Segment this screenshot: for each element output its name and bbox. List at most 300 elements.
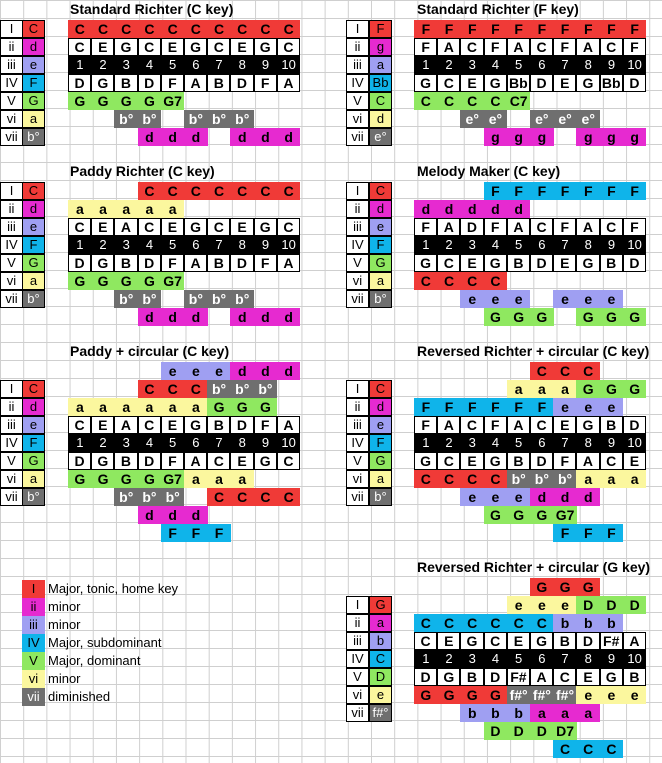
note-cell: C xyxy=(184,182,208,200)
note-cell: G xyxy=(460,686,484,704)
key-chord-label: F xyxy=(22,74,45,92)
note-cell: a xyxy=(207,470,231,488)
reed-note-cell: C xyxy=(600,452,623,470)
reed-note-cell: A xyxy=(114,416,137,434)
reed-note-cell: C xyxy=(277,218,300,236)
note-cell: e xyxy=(460,290,484,308)
note-cell: F xyxy=(530,182,554,200)
note-cell: F xyxy=(553,182,577,200)
note-cell: F xyxy=(553,524,577,542)
note-cell: D xyxy=(600,596,624,614)
roman-numeral: V xyxy=(0,254,23,272)
reed-note-cell: G xyxy=(184,416,207,434)
reed-note-cell: G xyxy=(600,668,623,686)
key-chord-label: F xyxy=(22,236,45,254)
reed-note-cell: A xyxy=(277,416,300,434)
hole-number-cell: 2 xyxy=(437,56,461,74)
note-cell: b° xyxy=(114,488,138,506)
roman-numeral: vi xyxy=(0,272,23,290)
legend-description: Major, dominant xyxy=(48,653,141,668)
note-cell: g xyxy=(576,128,600,146)
note-cell: C xyxy=(414,92,438,110)
note-cell: C xyxy=(553,362,577,380)
reed-note-cell: A xyxy=(576,452,599,470)
note-cell: C xyxy=(553,740,577,758)
reed-note-cell: C xyxy=(277,38,300,56)
note-cell: e xyxy=(507,488,531,506)
reed-note-cell: A xyxy=(507,38,530,56)
note-cell: C xyxy=(207,488,231,506)
note-cell: G xyxy=(254,398,278,416)
reed-note-cell: C xyxy=(277,452,300,470)
reed-note-cell: E xyxy=(460,254,483,272)
reed-note-cell: Bb xyxy=(507,74,530,92)
roman-numeral: IV xyxy=(0,236,23,254)
roman-numeral: IV xyxy=(346,650,369,668)
note-cell: C xyxy=(460,614,484,632)
note-cell: a xyxy=(184,470,208,488)
note-cell: a xyxy=(530,380,554,398)
legend-swatch: ii xyxy=(22,598,45,616)
note-cell: G xyxy=(530,578,554,596)
note-cell: F xyxy=(600,182,624,200)
note-cell: G7 xyxy=(161,92,185,110)
note-cell: D xyxy=(576,596,600,614)
roman-numeral: vii xyxy=(346,128,369,146)
note-cell: F xyxy=(414,398,438,416)
reed-note-cell: B xyxy=(207,254,230,272)
key-chord-label: g xyxy=(369,38,392,56)
reed-note-cell: F xyxy=(623,38,646,56)
hole-number-cell: 5 xyxy=(507,236,531,254)
legend-swatch: vii xyxy=(22,688,45,706)
hole-number-cell: 3 xyxy=(460,434,484,452)
note-cell: a xyxy=(576,704,600,722)
reed-note-cell: F xyxy=(254,254,277,272)
note-cell: d xyxy=(184,506,208,524)
note-cell: d xyxy=(230,128,254,146)
hole-number-cell: 7 xyxy=(207,434,231,452)
note-cell: d xyxy=(184,128,208,146)
panel-title: Standard Richter (F key) xyxy=(417,1,579,17)
note-cell: F xyxy=(207,524,231,542)
reed-note-cell: Bb xyxy=(600,74,623,92)
reed-note-cell: C xyxy=(530,218,553,236)
note-cell: d xyxy=(277,308,301,326)
reed-note-cell: C xyxy=(600,38,623,56)
hole-number-cell: 9 xyxy=(254,56,278,74)
hole-number-cell: 5 xyxy=(161,434,185,452)
note-cell: d xyxy=(507,200,531,218)
reed-note-cell: D xyxy=(414,668,437,686)
note-cell: F xyxy=(507,398,531,416)
hole-number-cell: 6 xyxy=(184,434,208,452)
note-cell: d xyxy=(138,506,162,524)
reed-note-cell: B xyxy=(600,254,623,272)
note-cell: C xyxy=(277,20,301,38)
hole-number-cell: 8 xyxy=(576,236,600,254)
note-cell: b° xyxy=(207,290,231,308)
reed-note-cell: F# xyxy=(507,668,530,686)
reed-note-cell: D xyxy=(68,452,91,470)
reed-note-cell: C xyxy=(530,38,553,56)
note-cell: C xyxy=(277,182,301,200)
hole-number-cell: 8 xyxy=(576,434,600,452)
hole-number-cell: 2 xyxy=(91,56,115,74)
key-chord-label: C xyxy=(22,380,45,398)
note-cell: C xyxy=(576,740,600,758)
roman-numeral: vi xyxy=(346,470,369,488)
note-cell: G xyxy=(114,470,138,488)
hole-number-cell: 8 xyxy=(230,236,254,254)
note-cell: C xyxy=(460,470,484,488)
note-cell: G xyxy=(484,308,508,326)
note-cell: F xyxy=(623,20,647,38)
note-cell: C xyxy=(530,614,554,632)
note-cell: g xyxy=(507,128,531,146)
hole-number-cell: 8 xyxy=(230,56,254,74)
reed-note-cell: C xyxy=(207,38,230,56)
note-cell: b° xyxy=(138,110,162,128)
note-cell: e xyxy=(576,290,600,308)
reed-note-cell: G xyxy=(414,254,437,272)
note-cell: d xyxy=(277,128,301,146)
reed-note-cell: A xyxy=(530,668,553,686)
note-cell: C xyxy=(484,470,508,488)
hole-number-cell: 8 xyxy=(576,56,600,74)
panel-title: Reversed Richter + circular (C key) xyxy=(417,343,650,359)
note-cell: b° xyxy=(161,488,185,506)
note-cell: e xyxy=(507,596,531,614)
roman-numeral: vii xyxy=(346,290,369,308)
reed-note-cell: C xyxy=(138,416,161,434)
reed-note-cell: E xyxy=(507,632,530,650)
reed-note-cell: E xyxy=(230,38,253,56)
reed-note-cell: B xyxy=(207,416,230,434)
note-cell: b° xyxy=(138,290,162,308)
roman-numeral: ii xyxy=(346,200,369,218)
key-chord-label: C xyxy=(369,92,392,110)
key-chord-label: C xyxy=(369,380,392,398)
note-cell: b° xyxy=(507,470,531,488)
note-cell: G xyxy=(484,686,508,704)
note-cell: e xyxy=(553,290,577,308)
hole-number-cell: 9 xyxy=(600,236,624,254)
roman-numeral: I xyxy=(0,20,23,38)
hole-number-cell: 10 xyxy=(277,56,301,74)
reed-note-cell: F xyxy=(484,38,507,56)
reed-note-cell: C xyxy=(600,218,623,236)
hole-number-cell: 1 xyxy=(68,434,92,452)
note-cell: G xyxy=(623,308,647,326)
note-cell: G xyxy=(138,92,162,110)
hole-number-cell: 4 xyxy=(484,434,508,452)
reed-note-cell: F xyxy=(484,416,507,434)
reed-note-cell: F xyxy=(553,218,576,236)
note-cell: G xyxy=(530,308,554,326)
note-cell: F xyxy=(576,524,600,542)
reed-note-cell: F xyxy=(623,218,646,236)
note-cell: G xyxy=(484,506,508,524)
note-cell: C xyxy=(484,272,508,290)
note-cell: C xyxy=(68,20,92,38)
reed-note-cell: D xyxy=(530,254,553,272)
reed-note-cell: F xyxy=(161,254,184,272)
note-cell: b° xyxy=(114,110,138,128)
note-cell: C xyxy=(207,182,231,200)
reed-note-cell: C xyxy=(437,254,460,272)
reed-note-cell: B xyxy=(507,254,530,272)
reed-note-cell: A xyxy=(184,74,207,92)
note-cell: G xyxy=(530,506,554,524)
panel-title: Paddy Richter (C key) xyxy=(70,163,215,179)
note-cell: a xyxy=(138,200,162,218)
reed-note-cell: E xyxy=(91,218,114,236)
roman-numeral: V xyxy=(346,452,369,470)
note-cell: F xyxy=(161,524,185,542)
roman-numeral: IV xyxy=(346,236,369,254)
note-cell: a xyxy=(91,200,115,218)
reed-note-cell: A xyxy=(437,38,460,56)
reed-note-cell: B xyxy=(114,254,137,272)
note-cell: G xyxy=(207,398,231,416)
reed-note-cell: G xyxy=(437,668,460,686)
roman-numeral: ii xyxy=(346,398,369,416)
hole-number-cell: 4 xyxy=(138,56,162,74)
key-chord-label: a xyxy=(369,614,392,632)
reed-note-cell: A xyxy=(507,416,530,434)
note-cell: d xyxy=(161,128,185,146)
note-cell: G xyxy=(576,578,600,596)
roman-numeral: iii xyxy=(0,56,23,74)
hole-number-cell: 9 xyxy=(254,236,278,254)
reed-note-cell: E xyxy=(576,668,599,686)
reed-note-cell: B xyxy=(553,632,576,650)
roman-numeral: I xyxy=(346,20,369,38)
hole-number-cell: 7 xyxy=(553,650,577,668)
reed-note-cell: D xyxy=(623,74,646,92)
reed-note-cell: G xyxy=(414,452,437,470)
roman-numeral: I xyxy=(0,380,23,398)
reed-note-cell: B xyxy=(600,416,623,434)
reed-note-cell: E xyxy=(161,218,184,236)
reed-note-cell: D xyxy=(138,452,161,470)
hole-number-cell: 9 xyxy=(254,434,278,452)
note-cell: b xyxy=(600,614,624,632)
note-cell: F xyxy=(484,398,508,416)
roman-numeral: V xyxy=(346,668,369,686)
reed-note-cell: E xyxy=(230,218,253,236)
note-cell: a xyxy=(507,380,531,398)
hole-number-cell: 10 xyxy=(623,56,647,74)
note-cell: e xyxy=(600,686,624,704)
key-chord-label: G xyxy=(22,452,45,470)
hole-number-cell: 9 xyxy=(600,650,624,668)
note-cell: G7 xyxy=(553,506,577,524)
key-chord-label: a xyxy=(22,110,45,128)
note-cell: G xyxy=(68,470,92,488)
note-cell: C xyxy=(184,20,208,38)
key-chord-label: C xyxy=(22,20,45,38)
note-cell: C xyxy=(600,740,624,758)
note-cell: C xyxy=(507,614,531,632)
note-cell: D xyxy=(507,722,531,740)
note-cell: C xyxy=(277,488,301,506)
legend-description: diminished xyxy=(48,689,111,704)
note-cell: b° xyxy=(254,380,278,398)
reed-note-cell: G xyxy=(484,254,507,272)
note-cell: C xyxy=(138,182,162,200)
reed-note-cell: C xyxy=(460,38,483,56)
legend-description: Major, tonic, home key xyxy=(48,581,179,596)
note-cell: b° xyxy=(184,110,208,128)
key-chord-label: F xyxy=(369,434,392,452)
reed-note-cell: G xyxy=(530,632,553,650)
key-chord-label: a xyxy=(369,470,392,488)
hole-number-cell: 3 xyxy=(114,56,138,74)
hole-number-cell: 10 xyxy=(277,236,301,254)
note-cell: D xyxy=(484,722,508,740)
note-cell: f#° xyxy=(530,686,554,704)
reed-note-cell: E xyxy=(623,452,646,470)
reed-note-cell: E xyxy=(230,452,253,470)
hole-number-cell: 5 xyxy=(507,434,531,452)
note-cell: F xyxy=(600,524,624,542)
note-cell: F xyxy=(484,20,508,38)
note-cell: D xyxy=(530,722,554,740)
note-cell: d xyxy=(230,308,254,326)
hole-number-cell: 3 xyxy=(114,236,138,254)
reed-note-cell: E xyxy=(91,416,114,434)
note-cell: C xyxy=(138,20,162,38)
note-cell: d xyxy=(576,488,600,506)
note-cell: a xyxy=(600,470,624,488)
note-cell: G7 xyxy=(161,272,185,290)
hole-number-cell: 6 xyxy=(530,236,554,254)
hole-number-cell: 1 xyxy=(68,56,92,74)
key-chord-label: C xyxy=(22,182,45,200)
note-cell: F xyxy=(484,182,508,200)
note-cell: b° xyxy=(230,380,254,398)
note-cell: b xyxy=(507,704,531,722)
note-cell: G xyxy=(414,686,438,704)
legend-description: Major, subdominant xyxy=(48,635,162,650)
roman-numeral: ii xyxy=(346,614,369,632)
hole-number-cell: 5 xyxy=(507,650,531,668)
note-cell: G xyxy=(507,308,531,326)
roman-numeral: vii xyxy=(346,704,369,722)
panel-title: Melody Maker (C key) xyxy=(417,163,561,179)
legend-description: minor xyxy=(48,617,81,632)
reed-note-cell: C xyxy=(460,416,483,434)
reed-note-cell: D xyxy=(230,74,253,92)
note-cell: e xyxy=(161,362,185,380)
note-cell: C xyxy=(414,470,438,488)
legend-swatch: iii xyxy=(22,616,45,634)
note-cell: b xyxy=(576,614,600,632)
hole-number-cell: 6 xyxy=(184,236,208,254)
note-cell: e xyxy=(530,596,554,614)
note-cell: F xyxy=(553,20,577,38)
note-cell: F xyxy=(530,20,554,38)
key-chord-label: d xyxy=(369,398,392,416)
roman-numeral: V xyxy=(0,92,23,110)
key-chord-label: d xyxy=(22,38,45,56)
note-cell: a xyxy=(91,398,115,416)
reed-note-cell: F xyxy=(161,74,184,92)
reed-note-cell: F xyxy=(484,218,507,236)
roman-numeral: iii xyxy=(346,218,369,236)
note-cell: d xyxy=(138,308,162,326)
reed-note-cell: D xyxy=(68,74,91,92)
note-cell: C xyxy=(460,92,484,110)
note-cell: G xyxy=(600,380,624,398)
legend-description: minor xyxy=(48,599,81,614)
key-chord-label: b° xyxy=(22,290,45,308)
hole-number-cell: 4 xyxy=(484,650,508,668)
hole-number-cell: 10 xyxy=(277,434,301,452)
note-cell: d xyxy=(437,200,461,218)
key-chord-label: Bb xyxy=(369,74,392,92)
note-cell: G xyxy=(91,470,115,488)
reed-note-cell: B xyxy=(114,74,137,92)
reed-note-cell: G xyxy=(460,632,483,650)
key-chord-label: a xyxy=(22,272,45,290)
hole-number-cell: 2 xyxy=(437,434,461,452)
key-chord-label: e xyxy=(369,686,392,704)
hole-number-cell: 1 xyxy=(414,56,438,74)
note-cell: a xyxy=(184,398,208,416)
note-cell: e xyxy=(600,398,624,416)
note-cell: g xyxy=(600,128,624,146)
reed-note-cell: A xyxy=(184,254,207,272)
note-cell: a xyxy=(114,398,138,416)
note-cell: a xyxy=(114,200,138,218)
hole-number-cell: 10 xyxy=(623,434,647,452)
note-cell: C xyxy=(114,20,138,38)
legend-swatch: I xyxy=(22,580,45,598)
reed-note-cell: D xyxy=(138,74,161,92)
reed-note-cell: D xyxy=(68,254,91,272)
reed-note-cell: A xyxy=(277,74,300,92)
note-cell: a xyxy=(553,704,577,722)
note-cell: C xyxy=(460,272,484,290)
note-cell: e° xyxy=(484,110,508,128)
key-chord-label: C xyxy=(369,650,392,668)
note-cell: b° xyxy=(230,290,254,308)
key-chord-label: G xyxy=(369,254,392,272)
reed-note-cell: C xyxy=(68,218,91,236)
roman-numeral: IV xyxy=(0,434,23,452)
reed-note-cell: G xyxy=(114,38,137,56)
key-chord-label: a xyxy=(22,470,45,488)
reed-note-cell: E xyxy=(460,74,483,92)
note-cell: C xyxy=(437,614,461,632)
key-chord-label: b° xyxy=(369,290,392,308)
note-cell: a xyxy=(553,380,577,398)
note-cell: C xyxy=(230,20,254,38)
note-cell: G xyxy=(138,470,162,488)
note-cell: F xyxy=(530,398,554,416)
reed-note-cell: F# xyxy=(600,632,623,650)
note-cell: G xyxy=(553,578,577,596)
roman-numeral: V xyxy=(346,254,369,272)
hole-number-cell: 6 xyxy=(530,56,554,74)
roman-numeral: vi xyxy=(346,110,369,128)
reed-note-cell: G xyxy=(484,74,507,92)
legend-description: minor xyxy=(48,671,81,686)
reed-note-cell: B xyxy=(460,668,483,686)
